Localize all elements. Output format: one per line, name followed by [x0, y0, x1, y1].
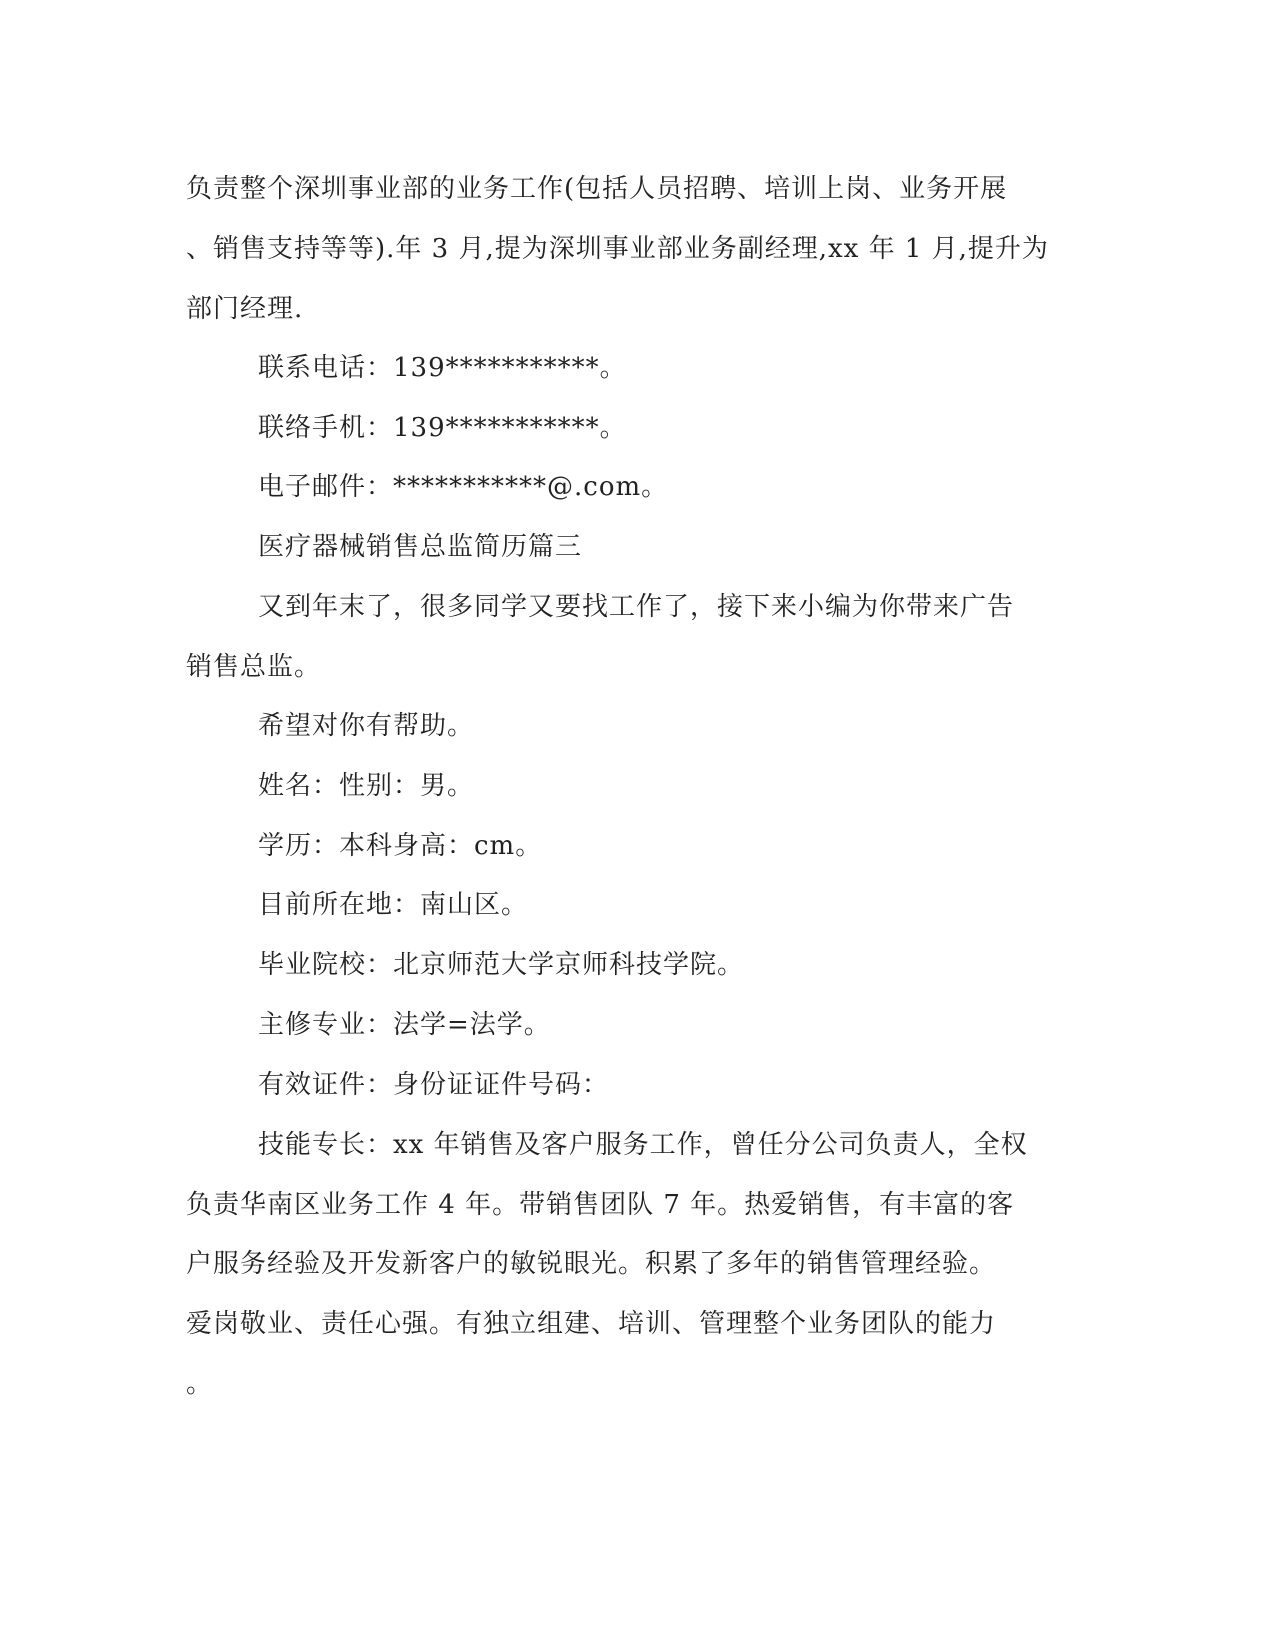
text-line: 销售总监。 [186, 652, 322, 682]
text-line: 、销售支持等等).年 3 月,提为深圳事业部业务副经理,xx 年 1 月,提升为 [186, 234, 1049, 264]
text-line: 户服务经验及开发新客户的敏锐眼光。积累了多年的销售管理经验。 [186, 1249, 997, 1279]
text-line: 负责整个深圳事业部的业务工作(包括人员招聘、培训上岗、业务开展 [186, 174, 1008, 204]
skills-line: 技能专长：xx 年销售及客户服务工作，曾任分公司负责人，全权 [258, 1130, 1028, 1160]
education-line: 学历：本科身高：cm。 [258, 831, 543, 861]
school-line: 毕业院校：北京师范大学京师科技学院。 [258, 950, 745, 980]
section-heading: 医疗器械销售总监简历篇三 [258, 532, 583, 562]
id-document-line: 有效证件：身份证证件号码： [258, 1070, 610, 1100]
major-line: 主修专业：法学=法学。 [258, 1010, 551, 1040]
text-line: 希望对你有帮助。 [258, 711, 475, 741]
text-line: 。 [186, 1369, 214, 1399]
text-line: 负责华南区业务工作 4 年。带销售团队 7 年。热爱销售，有丰富的客 [186, 1190, 1015, 1220]
text-line: 爱岗敬业、责任心强。有独立组建、培训、管理整个业务团队的能力 [186, 1309, 997, 1339]
location-line: 目前所在地：南山区。 [258, 890, 529, 920]
text-line: 又到年末了，很多同学又要找工作了，接下来小编为你带来广告 [258, 592, 1015, 622]
text-line: 部门经理. [186, 294, 304, 324]
name-gender-line: 姓名：性别：男。 [258, 771, 475, 801]
contact-email-line: 电子邮件：***********@.com。 [258, 472, 669, 502]
contact-phone-line: 联系电话：139***********。 [258, 353, 627, 383]
contact-mobile-line: 联络手机：139***********。 [258, 413, 627, 443]
